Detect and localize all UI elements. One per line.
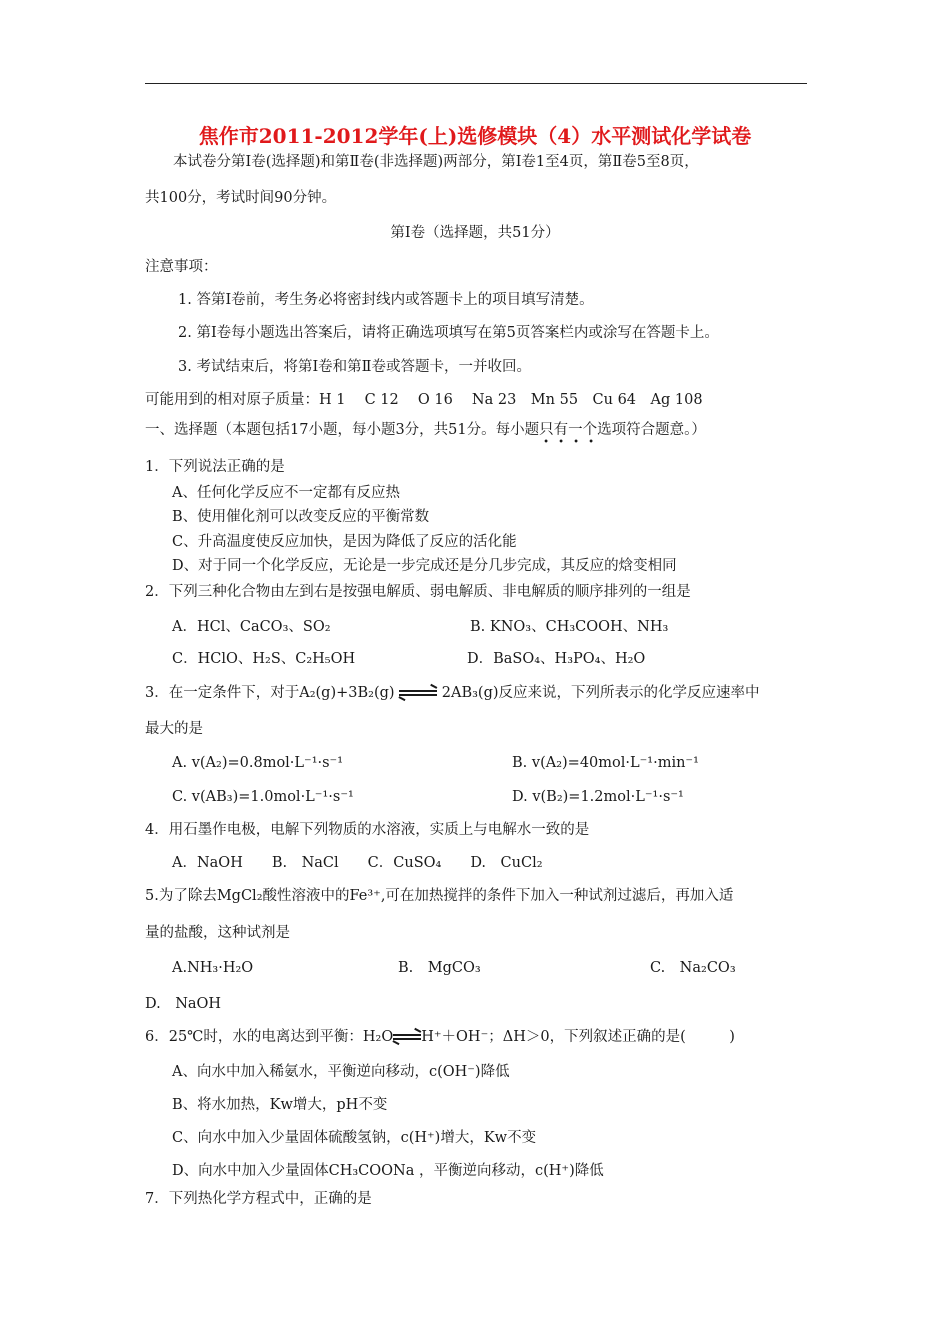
note-item-1: 1. 答第Ⅰ卷前，考生务必将密封线内或答题卡上的项目填写清楚。 bbox=[178, 292, 594, 308]
q7-stem: 7．下列热化学方程式中，正确的是 bbox=[145, 1191, 372, 1207]
q1-stem: 1．下列说法正确的是 bbox=[145, 459, 285, 475]
q3-option-b: B. v(A₂)=40mol·L⁻¹·min⁻¹ bbox=[512, 755, 699, 771]
q6-stem-pre: 6．25℃时，水的电离达到平衡：H₂O bbox=[145, 1029, 394, 1045]
intro-line-2: 共100分，考试时间90分钟。 bbox=[145, 190, 337, 206]
q4-stem: 4．用石墨作电极，电解下列物质的水溶液，实质上与电解水一致的是 bbox=[145, 822, 590, 838]
q5-option-c: C. Na₂CO₃ bbox=[650, 960, 736, 976]
emphasis-dot: • bbox=[573, 437, 580, 448]
page-title: 焦作市2011-2012学年(上)选修模块（4）水平测试化学试卷 bbox=[198, 124, 752, 148]
q2-option-c: C．HClO、H₂S、C₂H₅OH bbox=[172, 651, 356, 667]
part1-post: 选项符合题意。） bbox=[597, 422, 706, 438]
q6-option-d: D、向水中加入少量固体CH₃COONa ，平衡逆向移动，c(H⁺)降低 bbox=[172, 1163, 604, 1179]
part1-emph-text: 只有一个 bbox=[539, 422, 598, 438]
equilibrium-arrow-icon bbox=[393, 1032, 421, 1042]
q5-option-a: A.NH₃·H₂O bbox=[172, 960, 254, 976]
q6-option-c: C、向水中加入少量固体硫酸氢钠，c(H⁺)增大，Kw不变 bbox=[172, 1130, 537, 1146]
notes-heading: 注意事项： bbox=[145, 259, 218, 275]
q5-stem: 5.为了除去MgCl₂酸性溶液中的Fe³⁺,可在加热搅拌的条件下加入一种试剂过滤后，再加入适 bbox=[145, 888, 734, 904]
emphasis-dot: • bbox=[588, 437, 595, 448]
q3-stem-2: 最大的是 bbox=[145, 721, 203, 737]
section-heading: 第Ⅰ卷（选择题，共51分） bbox=[390, 225, 560, 241]
atomic-masses: 可能用到的相对原子质量：H 1 C 12 O 16 Na 23 Mn 55 Cu 64 Ag 108 bbox=[145, 392, 703, 408]
q2-stem: 2．下列三种化合物由左到右是按强电解质、弱电解质、非电解质的顺序排列的一组是 bbox=[145, 584, 691, 600]
intro-line-1: 本试卷分第Ⅰ卷(选择题)和第Ⅱ卷(非选择题)两部分，第Ⅰ卷1至4页，第Ⅱ卷5至8页， bbox=[173, 154, 699, 170]
q4-options: A．NaOH B. NaCl C．CuSO₄ D. CuCl₂ bbox=[172, 855, 543, 871]
q1-option-c: C、升高温度使反应加快，是因为降低了反应的活化能 bbox=[172, 534, 517, 550]
q6-stem-post: H⁺＋OH⁻；ΔH＞0，下列叙述正确的是( ) bbox=[421, 1029, 735, 1045]
q1-option-a: A、任何化学反应不一定都有反应热 bbox=[172, 485, 400, 501]
equilibrium-arrow-icon bbox=[399, 688, 437, 698]
q6-stem bbox=[145, 1027, 735, 1047]
q3-stem-post: 2AB₃(g)反应来说，下列所表示的化学反应速率中 bbox=[441, 685, 760, 701]
q6-option-b: B、将水加热，Kw增大，pH不变 bbox=[172, 1097, 388, 1113]
q6-option-a: A、向水中加入稀氨水，平衡逆向移动，c(OH⁻)降低 bbox=[172, 1064, 510, 1080]
q1-option-b: B、使用催化剂可以改变反应的平衡常数 bbox=[172, 509, 430, 525]
part1-emphasis bbox=[539, 422, 598, 448]
header-rule bbox=[145, 83, 807, 84]
q3-option-d: D. v(B₂)=1.2mol·L⁻¹·s⁻¹ bbox=[512, 789, 684, 805]
q3-option-c: C. v(AB₃)=1.0mol·L⁻¹·s⁻¹ bbox=[172, 789, 354, 805]
q3-stem bbox=[145, 683, 760, 703]
q2-option-d: D．BaSO₄、H₃PO₄、H₂O bbox=[467, 651, 646, 667]
q2-option-a: A．HCl、CaCO₃、SO₂ bbox=[172, 619, 331, 635]
note-item-3: 3. 考试结束后，将第Ⅰ卷和第Ⅱ卷或答题卡，一并收回。 bbox=[178, 359, 532, 375]
part1-heading bbox=[145, 420, 706, 448]
q1-option-d: D、对于同一个化学反应，无论是一步完成还是分几步完成，其反应的焓变相同 bbox=[172, 558, 677, 574]
q3-option-a: A. v(A₂)=0.8mol·L⁻¹·s⁻¹ bbox=[172, 755, 344, 771]
q5-option-d: D. NaOH bbox=[145, 996, 222, 1012]
emphasis-dot: • bbox=[558, 437, 565, 448]
q3-stem-pre: 3．在一定条件下，对于A₂(g)+3B₂(g) bbox=[145, 685, 395, 701]
part1-pre: 一、选择题（本题包括17小题，每小题3分，共51分。每小题 bbox=[145, 422, 540, 438]
emphasis-dot: • bbox=[543, 437, 550, 448]
q5-stem-2: 量的盐酸，这种试剂是 bbox=[145, 925, 290, 941]
q5-option-b: B. MgCO₃ bbox=[398, 960, 481, 976]
note-item-2: 2. 第Ⅰ卷每小题选出答案后，请将正确选项填写在第5页答案栏内或涂写在答题卡上。 bbox=[178, 325, 719, 341]
q2-option-b: B. KNO₃、CH₃COOH、NH₃ bbox=[470, 619, 669, 635]
